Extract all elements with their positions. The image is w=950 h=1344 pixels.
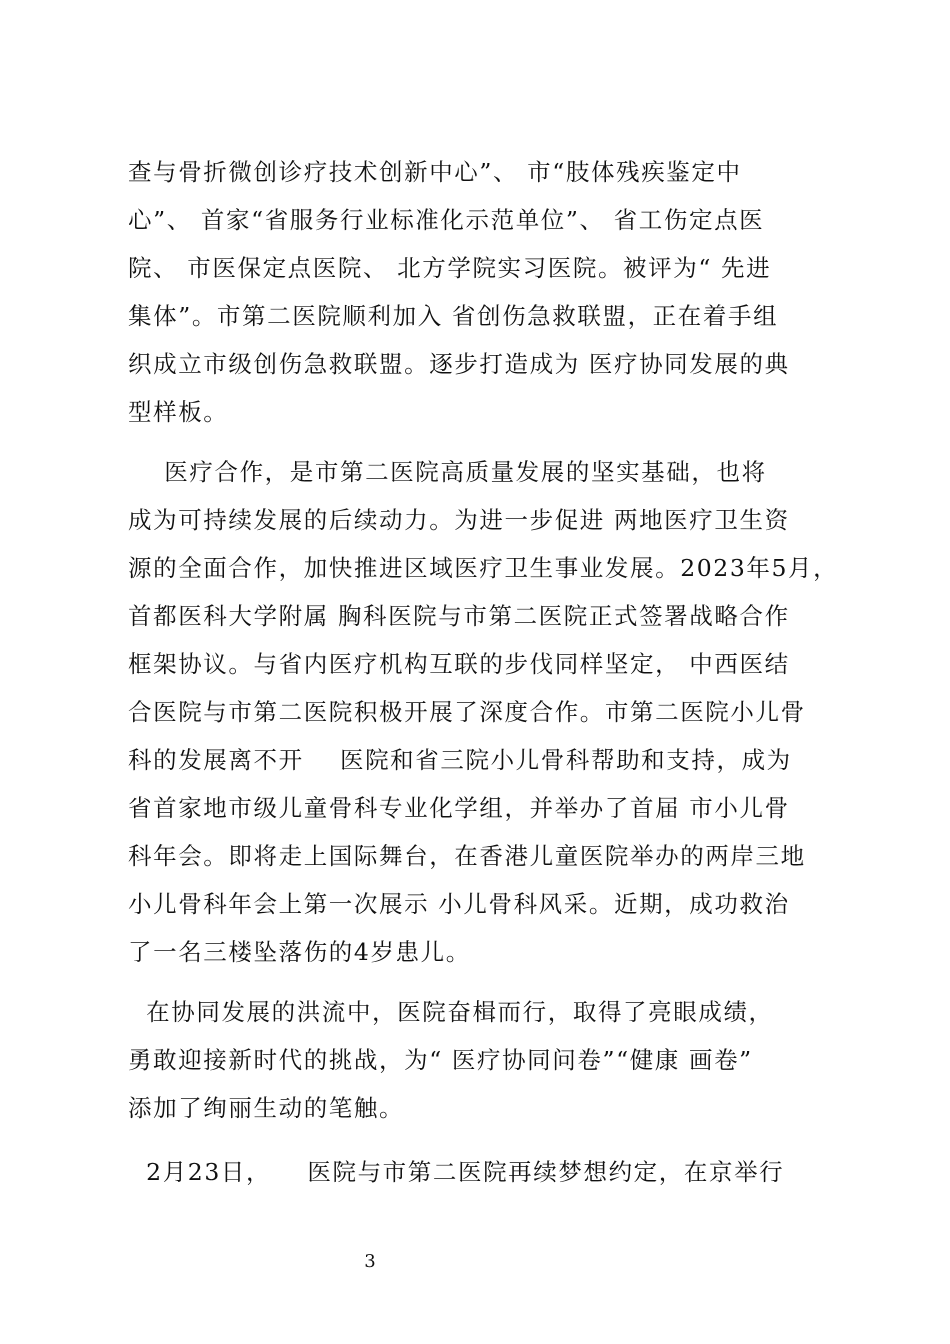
- text-line: 医疗合作，是市第二医院高质量发展的坚实基础，也将: [128, 458, 767, 486]
- paragraph-3: [128, 988, 828, 1132]
- text-line: 科年会。即将走上国际舞台，在香港儿童医院举办的两岸三地: [128, 842, 806, 870]
- text-line: 型样板。: [128, 398, 229, 426]
- text-line: 勇敢迎接新时代的挑战，为“ 医疗协同问卷”“健康 画卷”: [128, 1046, 753, 1074]
- text-line: 心”、 首家“省服务行业标准化示范单位”、 省工伤定点医: [128, 206, 765, 234]
- text-line: 省首家地市级儿童骨科专业化学组，并举办了首届 市小儿骨: [128, 794, 790, 822]
- paragraph-1: [128, 148, 828, 436]
- paragraph-2: [128, 448, 839, 976]
- text-line: 合医院与市第二医院积极开展了深度合作。市第二医院小儿骨: [128, 698, 806, 726]
- text-line: 查与骨折微创诊疗技术创新中心”、 市“肢体残疾鉴定中: [128, 158, 742, 186]
- text-line: 院、 市医保定点医院、 北方学院实习医院。被评为“ 先进: [128, 254, 772, 282]
- text-line: 集体”。市第二医院顺利加入 省创伤急救联盟，正在着手组: [128, 302, 779, 330]
- text-line: 框架协议。与省内医疗机构互联的步伐同样坚定， 中西医结: [128, 650, 790, 678]
- text-line: 在协同发展的洪流中，医院奋楫而行，取得了亮眼成绩，: [128, 998, 774, 1026]
- text-line: 源的全面合作，加快推进区域医疗卫生事业发展。2023年5月，: [128, 554, 839, 582]
- text-line: 2月23日， 医院与市第二医院再续梦想约定，在京举行: [128, 1158, 785, 1186]
- page-number: 3: [364, 1251, 376, 1272]
- text-line: 科的发展离不开 医院和省三院小儿骨科帮助和支持，成为: [128, 746, 792, 774]
- text-line: 成为可持续发展的后续动力。为进一步促进 两地医疗卫生资: [128, 506, 790, 534]
- text-line: 首都医科大学附属 胸科医院与市第二医院正式签署战略合作: [128, 602, 790, 630]
- text-line: 小儿骨科年会上第一次展示 小儿骨科风采。近期，成功救治: [128, 890, 790, 918]
- text-line: 织成立市级创伤急救联盟。逐步打造成为 医疗协同发展的典: [128, 350, 790, 378]
- paragraph-4: [128, 1148, 828, 1196]
- text-line: 添加了绚丽生动的笔触。: [128, 1094, 405, 1122]
- text-line: 了一名三楼坠落伤的4岁患儿。: [128, 938, 471, 966]
